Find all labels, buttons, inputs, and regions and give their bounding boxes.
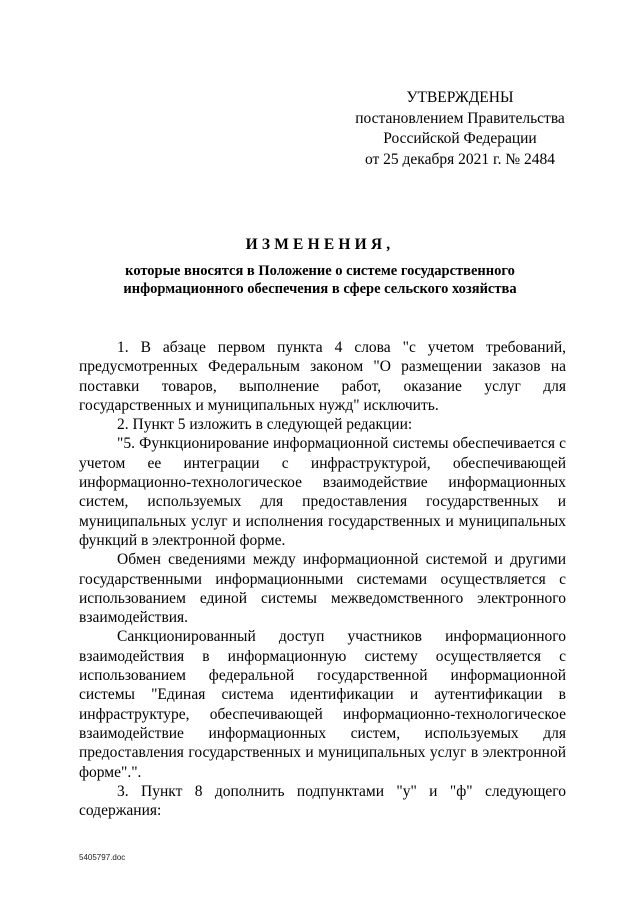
approval-stamp xyxy=(340,88,580,170)
document-subtitle xyxy=(60,262,580,298)
subtitle-line: информационного обеспечения в сфере сельского хозяйства xyxy=(123,281,517,297)
paragraph: 1. В абзаце первом пункта 4 слова "с учетом требований, предусмотренных Федеральным законом "О размещении заказов на поставки товаров, выполнение работ, оказание услуг для государственных и муниципальных нужд" исключить. xyxy=(79,339,566,414)
subtitle-line: которые вносятся в Положение о системе государственного xyxy=(125,263,515,279)
paragraph: "5. Функционирование информационной системы обеспечивается с учетом ее интеграции с инфраструктурой, обеспечивающей информационно-технологическое взаимодействие информационных систем, используемых для предоставления государственных и муниципальных услуг и исполнения государственных и муниципальных функций в электронной форме. xyxy=(79,435,566,549)
approval-title: УТВЕРЖДЕНЫ xyxy=(406,89,514,106)
approval-line: Российской Федерации xyxy=(383,130,537,147)
document-title: ИЗМЕНЕНИЯ, xyxy=(245,236,395,253)
approval-date-number: от 25 декабря 2021 г. № 2484 xyxy=(364,150,556,168)
approval-line: постановлением Правительства xyxy=(355,109,565,127)
paragraph: Санкционированный доступ участников информационного взаимодействия в информационную систему осуществляется с использованием федеральной государственной информационной системы "Единая система идентификации и аутентификации в инфраструктуре, обеспечивающей информационно-технологическое взаимодействие информационных систем, используемых для предоставления государственных и муниципальных услуг в электронной форме".". xyxy=(79,628,566,781)
paragraph: 2. Пункт 5 изложить в следующей редакции: xyxy=(117,416,413,434)
paragraph: 3. Пункт 8 дополнить подпунктами "у" и "ф" следующего содержания: xyxy=(79,782,566,820)
file-name-footer: 5405797.doc xyxy=(79,853,126,862)
paragraph: Обмен сведениями между информационной системой и другими государственными информационными системами осуществляется с использованием единой системы межведомственного электронного взаимодействия. xyxy=(79,551,566,627)
document-body xyxy=(79,338,566,820)
